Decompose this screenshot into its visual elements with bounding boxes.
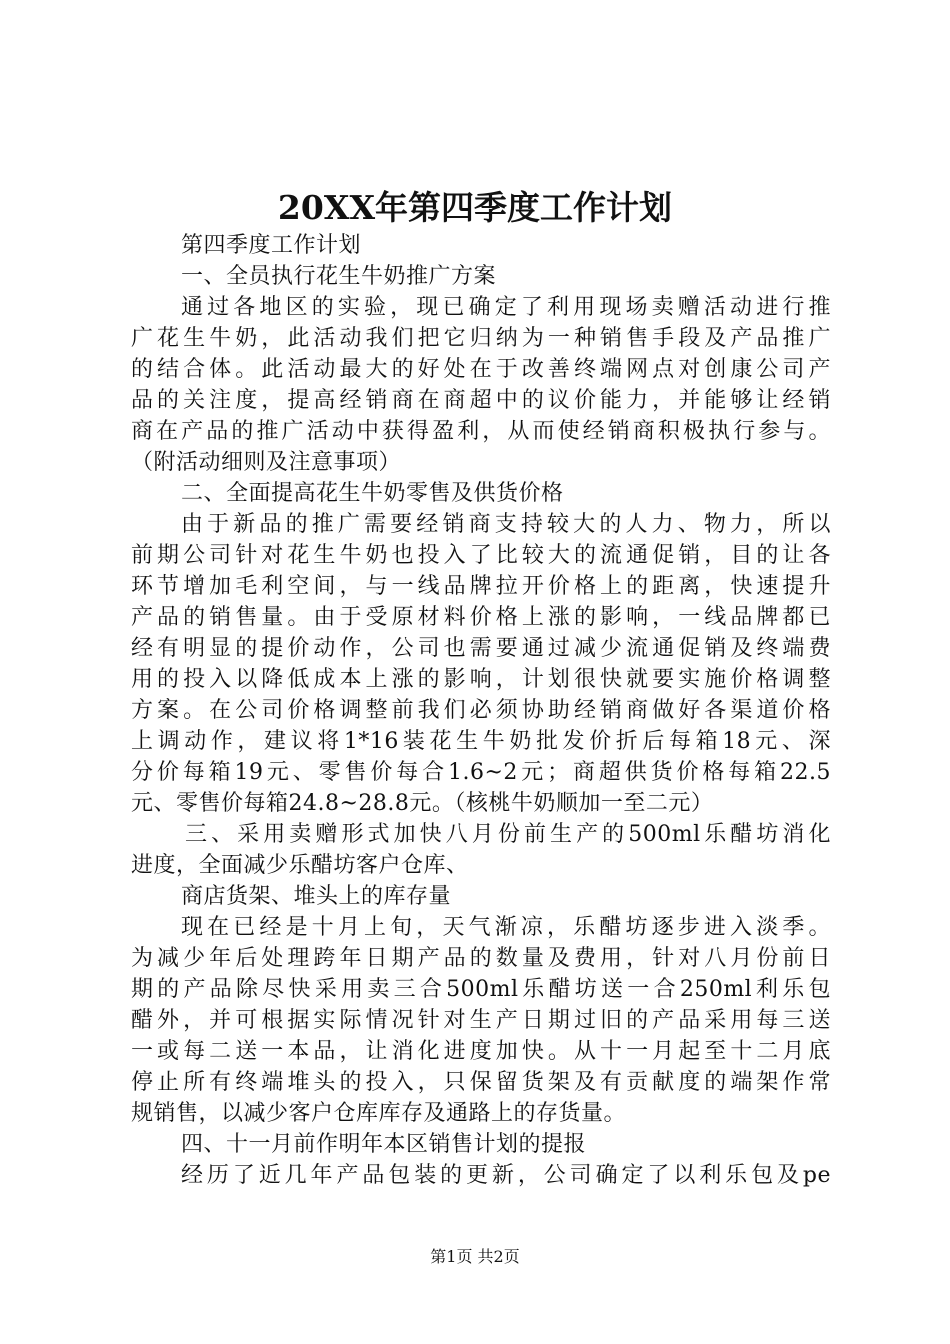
text-line: 分价每箱19元、零售价每合1.6~2元；商超供货价格每箱22.5 [131,760,831,785]
text-line: 醋外，并可根据实际情况针对生产日期过旧的产品采用每三送 [131,1008,831,1033]
text-line: 产品的销售量。由于受原材料价格上涨的影响，一线品牌都已 [131,605,831,630]
text-line: 一或每二送一本品，让消化进度加快。从十一月起至十二月底 [131,1039,831,1064]
page-number-footer: 第1页 共2页 [430,1247,520,1266]
document-body [131,230,831,1191]
text-line: 规销售，以减少客户仓库库存及通路上的存货量。 [131,1101,627,1126]
text-line: 前期公司针对花生牛奶也投入了比较大的流通促销，目的让各 [131,543,831,568]
text-line: 由于新品的推广需要经销商支持较大的人力、物力，所以 [181,512,831,537]
text-line: 现在已经是十月上旬，天气渐凉，乐醋坊逐步进入淡季。 [181,915,831,940]
section-heading: 一、全员执行花生牛奶推广方案 [181,264,497,289]
text-line: 第四季度工作计划 [181,233,362,258]
text-line: 期的产品除尽快采用卖三合500ml乐醋坊送一合250ml利乐包 [131,977,831,1002]
section-heading-continued: 进度，全面减少乐醋坊客户仓库、 [131,853,469,878]
text-line: 环节增加毛利空间，与一线品牌拉开价格上的距离，快速提升 [131,574,831,599]
text-line: 方案。在公司价格调整前我们必须协助经销商做好各渠道价格 [131,698,831,723]
text-line: （附活动细则及注意事项） [131,450,402,475]
text-line: 通过各地区的实验，现已确定了利用现场卖赠活动进行推 [181,295,831,320]
text-line: 停止所有终端堆头的投入，只保留货架及有贡献度的端架作常 [131,1070,831,1095]
text-line: 经有明显的提价动作，公司也需要通过减少流通促销及终端费 [131,636,831,661]
document-title: 20XX年第四季度工作计划 [277,188,673,227]
text-line: 商在产品的推广活动中获得盈利，从而使经销商积极执行参与。 [131,419,831,444]
section-heading: 四、十一月前作明年本区销售计划的提报 [181,1132,587,1157]
text-line: 用的投入以降低成本上涨的影响，计划很快就要实施价格调整 [131,667,831,692]
text-line: 上调动作，建议将1*16装花生牛奶批发价折后每箱18元、深 [131,729,831,754]
text-line: 元、零售价每箱24.8~28.8元。（核桃牛奶顺加一至二元） [131,791,714,816]
text-line: 为减少年后处理跨年日期产品的数量及费用，针对八月份前日 [131,946,831,971]
text-line: 广花生牛奶，此活动我们把它归纳为一种销售手段及产品推广 [131,326,831,351]
section-heading: 二、全面提高花生牛奶零售及供货价格 [181,481,564,506]
text-line: 品的关注度，提高经销商在商超中的议价能力，并能够让经销 [131,388,831,413]
text-line: 的结合体。此活动最大的好处在于改善终端网点对创康公司产 [131,357,831,382]
section-heading: 三、采用卖赠形式加快八月份前生产的500ml乐醋坊消化 [185,822,831,847]
section-heading-continued: 商店货架、堆头上的库存量 [181,884,452,909]
text-line: 经历了近几年产品包装的更新，公司确定了以利乐包及pe [181,1163,831,1188]
